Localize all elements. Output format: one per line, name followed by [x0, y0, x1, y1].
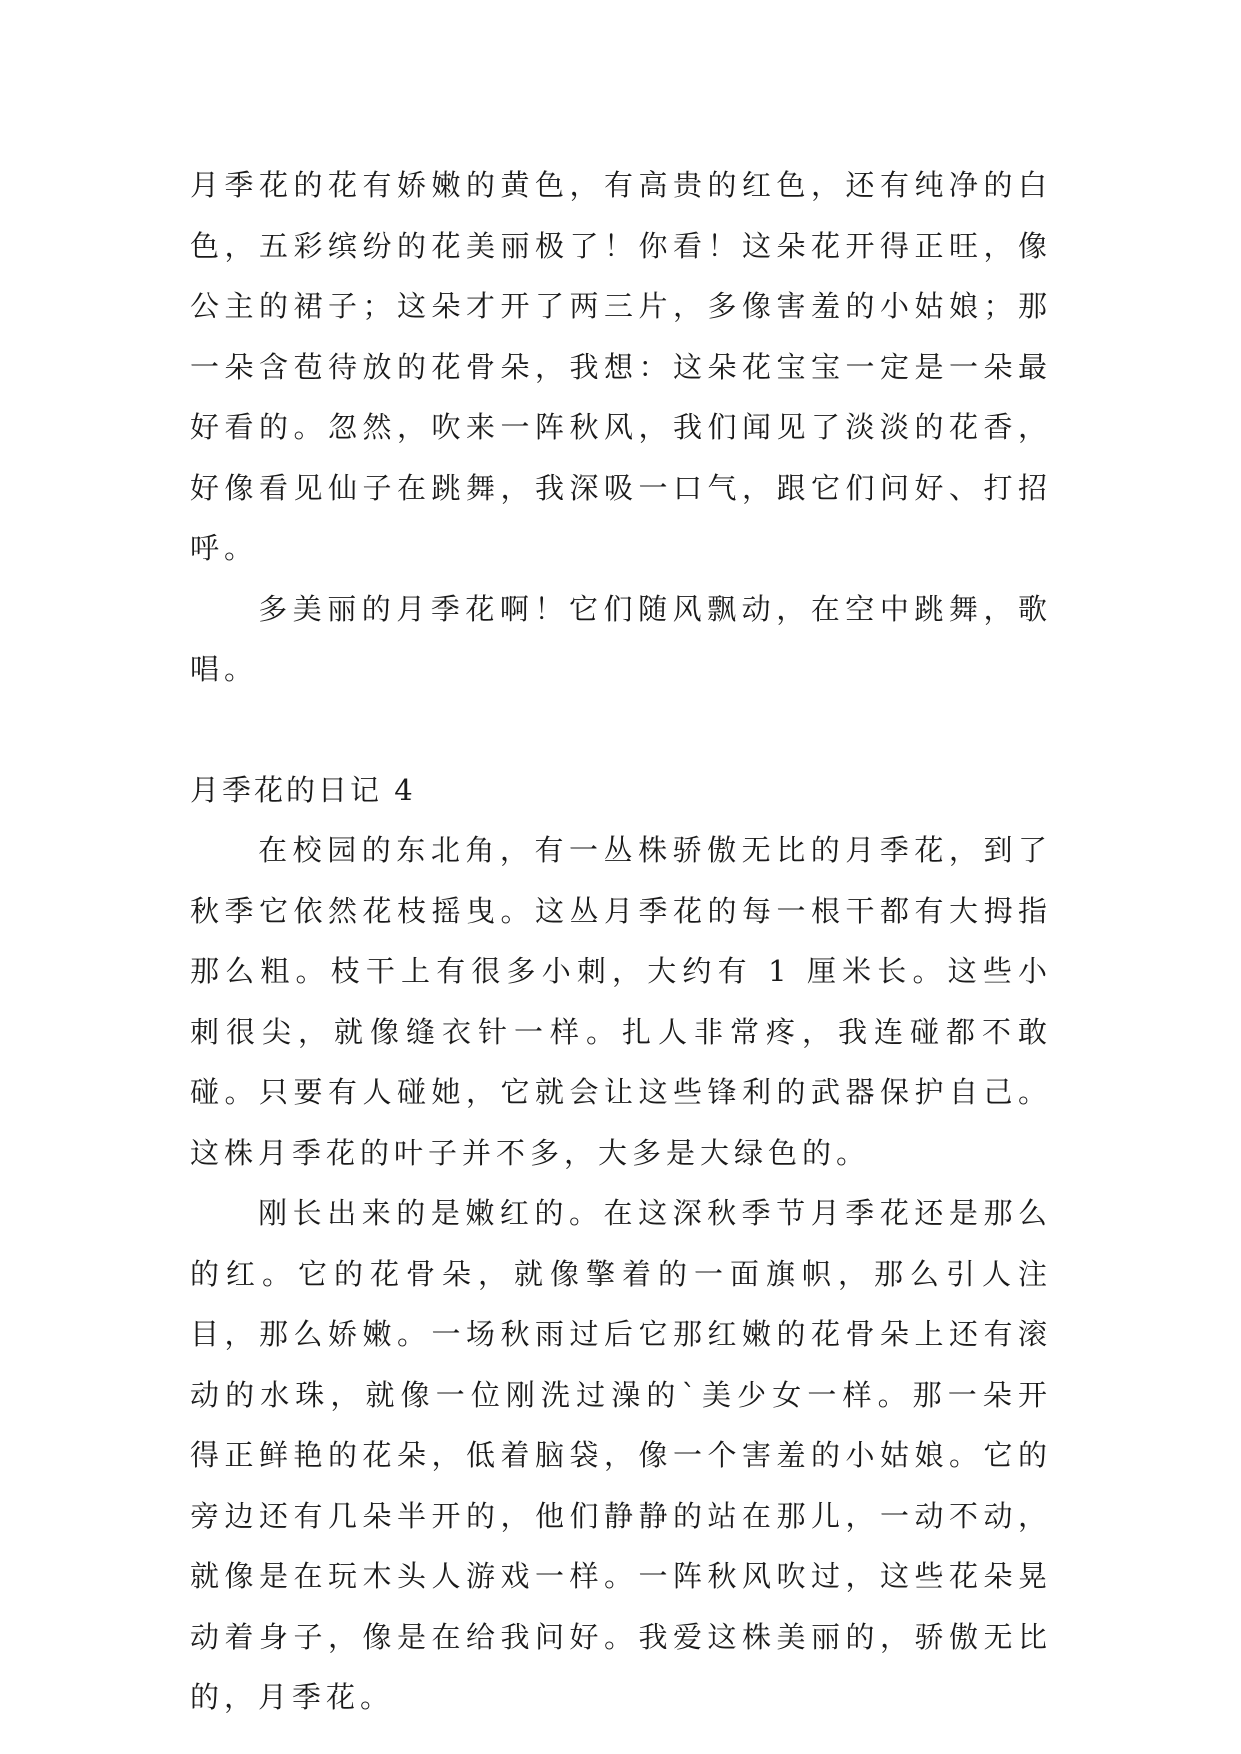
document-body — [190, 155, 1052, 1728]
section-heading-diary-4: 月季花的日记 4 — [190, 772, 416, 807]
paragraph-rose-buds: 刚长出来的是嫩红的。在这深秋季节月季花还是那么的红。它的花骨朵，就像擎着的一面旗帜，那么引人注目，那么娇嫩。一场秋雨过后它那红嫩的花骨朵上还有滚动的水珠，就像一位刚洗过澡的`美少女一样。那一朵开得正鲜艳的花朵，低着脑袋，像一个害羞的小姑娘。它的旁边还有几朵半开的，他们静静的站在那儿，一动不动，就像是在玩木头人游戏一样。一阵秋风吹过，这些花朵晃动着身子，像是在给我问好。我爱这株美丽的，骄傲无比的，月季花。 — [190, 1196, 1052, 1714]
section-spacer — [190, 700, 1052, 760]
paragraph-rose-thorns: 在校园的东北角，有一丛株骄傲无比的月季花，到了秋季它依然花枝摇曳。这丛月季花的每一根干都有大拇指那么粗。枝干上有很多小刺，大约有 1 厘米长。这些小刺很尖，就像缝衣针一样。扎人非常疼，我连碰都不敢碰。只要有人碰她，它就会让这些锋利的武器保护自己。这株月季花的叶子并不多，大多是大绿色的。 — [190, 833, 1052, 1170]
paragraph-rose-dance: 多美丽的月季花啊！它们随风飘动，在空中跳舞，歌唱。 — [190, 591, 1052, 686]
paragraph-rose-colors: 月季花的花有娇嫩的黄色，有高贵的红色，还有纯净的白色，五彩缤纷的花美丽极了！你看！这朵花开得正旺，像公主的裙子；这朵才开了两三片，多像害羞的小姑娘；那一朵含苞待放的花骨朵，我想：这朵花宝宝一定是一朵最好看的。忽然，吹来一阵秋风，我们闻见了淡淡的花香，好像看见仙子在跳舞，我深吸一口气，跟它们问好、打招呼。 — [190, 168, 1052, 565]
